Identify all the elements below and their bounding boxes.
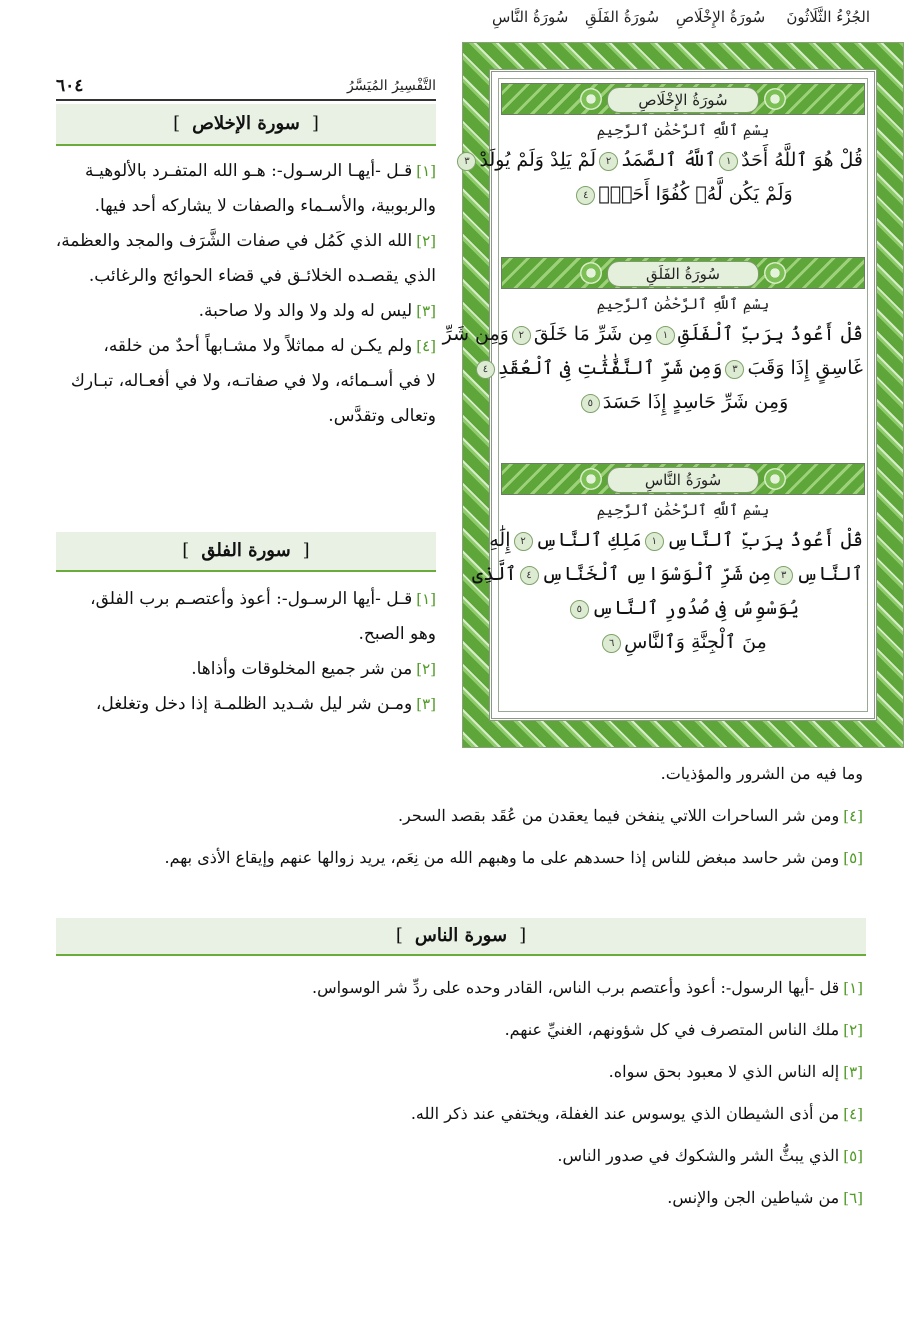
- surah-banner-ikhlas: [501, 83, 865, 115]
- verse-number-value: ٢: [422, 232, 431, 250]
- surah-name: سُورَةُ النَّاسِ: [492, 8, 569, 26]
- ayah-number-marker: ٤: [520, 566, 539, 585]
- bracket-close: ]: [843, 849, 850, 867]
- ayah-text: ٱلنَّاسِ: [796, 563, 863, 585]
- tafsir-text: قـل -أيهـا الرسـول-: هـو الله المتفـرد بالألوهيـة: [84, 161, 413, 181]
- surah-names: [480, 8, 765, 26]
- ayah-text: غَاسِقٍ إِذَا وَقَبَ: [747, 357, 863, 379]
- tafsir-text: قل -أيها الرسول-: أعوذ وأعتصم برب الناس، القادر وحده على ردِّ شر الوسواس.: [311, 978, 840, 997]
- tafsir-text: وتعالى وتقدَّس.: [328, 406, 436, 426]
- ayah-number-marker: ٢: [512, 326, 531, 345]
- verse-number: [416, 660, 436, 678]
- tafsir-line: [661, 761, 863, 787]
- ayah-line: [472, 563, 863, 585]
- ayah-text: وَمِن شَرِّ ٱلنَّفَّٰثَٰتِ فِى ٱلْعُقَدِ: [497, 357, 723, 379]
- tafsir-ikhlas: [56, 154, 436, 434]
- heading-text: سورة الفلق: [201, 540, 291, 561]
- tafsir-text: ملك الناس المتصرف في كل شؤونهم، الغنيِّ عنهم.: [504, 1020, 840, 1039]
- surah-title: سُورَةُ الإِخْلَاصِ: [607, 87, 759, 113]
- page-number: ٦٠٤: [56, 76, 84, 96]
- tafsir-line: [411, 1101, 863, 1127]
- bracket-close: ]: [843, 1147, 850, 1165]
- ayah-text: ٱلَّذِى: [472, 563, 517, 585]
- bracket-open: [: [430, 695, 436, 713]
- bracket-close: ]: [416, 695, 423, 713]
- ayah-line: [503, 183, 863, 205]
- surah-name: سُورَةُ الإِخْلَاصِ: [675, 8, 766, 26]
- tafsir-line: [398, 803, 863, 829]
- ayah-text: يُوَسْوِسُ فِى صُدُورِ ٱلنَّاسِ: [591, 597, 800, 619]
- ayah-line: [503, 597, 863, 619]
- bracket-open: [: [430, 232, 436, 250]
- bracket-open: [: [857, 1105, 863, 1123]
- ayah-number-marker: ٦: [602, 634, 621, 653]
- ayah-line: [464, 149, 863, 171]
- tafsir-text: الذي يبثُّ الشر والشكوك في صدور الناس.: [557, 1146, 840, 1165]
- bracket-open: [: [857, 849, 863, 867]
- ayah-number-marker: ٣: [725, 360, 744, 379]
- tafsir-text: لا في أسـمائه، ولا في صفاتـه، ولا في أفعـاله، تبـارك: [70, 371, 436, 391]
- verse-number: [843, 1063, 863, 1081]
- tafsir-text: ولم يكـن له مماثلاً ولا مشـابهاً أحدٌ من خلقه،: [103, 336, 413, 356]
- bracket-open: [: [857, 979, 863, 997]
- bracket-open: [: [430, 660, 436, 678]
- page-header: [56, 78, 436, 98]
- verse-number: [843, 1147, 863, 1165]
- verse-number-value: ٣: [849, 1063, 858, 1081]
- quran-ornamental-frame: [442, 42, 904, 748]
- bracket-open: [: [857, 807, 863, 825]
- bracket-open: [: [857, 1147, 863, 1165]
- ayah-text: وَمِن شَرِّ: [442, 323, 509, 345]
- tafsir-line: [56, 399, 436, 434]
- section-heading-falaq: [56, 532, 436, 572]
- bracket-close: ]: [416, 590, 423, 608]
- bracket-close: ]: [416, 337, 423, 355]
- verse-number: [843, 1105, 863, 1123]
- ayah-number-marker: ٥: [570, 600, 589, 619]
- tafsir-text: الذي يقصـده الخلائـق في قضاء الحوائج والرغائب.: [88, 266, 436, 286]
- ayah-number-marker: ٥: [581, 394, 600, 413]
- verse-number: [843, 807, 863, 825]
- verse-number: [416, 302, 436, 320]
- bracket-close: ]: [843, 1105, 850, 1123]
- tafsir-text: من شر جميع المخلوقات وأذاها.: [191, 659, 413, 679]
- tafsir-line: [505, 1017, 863, 1043]
- verse-number-value: ٢: [849, 1021, 858, 1039]
- verse-number: [416, 232, 436, 250]
- verse-number: [416, 337, 436, 355]
- ayah-line: [489, 529, 863, 551]
- ayah-number-marker: ٤: [576, 186, 595, 205]
- rosette-ornament: [580, 468, 602, 490]
- bracket-close: ]: [843, 1189, 850, 1207]
- ayah-line: [503, 631, 863, 653]
- bracket-close: ]: [416, 302, 423, 320]
- ayah-text: قُلْ أَعُوذُ بِرَبِّ ٱلنَّاسِ: [666, 529, 863, 551]
- ayah-line: [442, 323, 863, 345]
- verse-number: [416, 162, 436, 180]
- bracket-open: [: [519, 925, 527, 946]
- tafsir-line: [56, 189, 436, 224]
- verse-number-value: ١: [422, 162, 431, 180]
- bracket-close: ]: [416, 660, 423, 678]
- section-heading-nas: [56, 918, 866, 956]
- bracket-close: ]: [395, 925, 403, 946]
- ayah-text: مَلِكِ ٱلنَّاسِ: [535, 529, 642, 551]
- ayah-number-marker: ٢: [599, 152, 618, 171]
- basmala: بِسْمِ ٱللَّهِ ٱلرَّحْمَٰنِ ٱلرَّحِيمِ: [596, 121, 770, 139]
- tafsir-text: قـل -أيها الرسـول-: أعوذ وأعتصـم برب الفلق،: [90, 589, 413, 609]
- rosette-ornament: [764, 468, 786, 490]
- bracket-close: ]: [843, 1063, 850, 1081]
- tafsir-line: [56, 154, 436, 189]
- surah-title: سُورَةُ النَّاسِ: [607, 467, 759, 493]
- tafsir-line: [165, 845, 863, 871]
- verse-number-value: ٥: [849, 849, 858, 867]
- tafsir-text: إله الناس الذي لا معبود بحق سواه.: [608, 1062, 840, 1081]
- verse-number-value: ٥: [849, 1147, 858, 1165]
- verse-number-value: ٤: [849, 1105, 858, 1123]
- ayah-number-marker: ٢: [514, 532, 533, 551]
- tafsir-line: [56, 652, 436, 687]
- tafsir-line: [56, 329, 436, 364]
- rosette-ornament: [580, 262, 602, 284]
- bracket-open: [: [430, 590, 436, 608]
- rosette-ornament: [580, 88, 602, 110]
- heading-text: سورة الناس: [414, 925, 508, 946]
- bracket-open: [: [857, 1063, 863, 1081]
- ayah-text: وَلَمْ يَكُن لَّهُۥ كُفُوًا أَحَدٌۢ: [598, 183, 793, 205]
- tafsir-line: [667, 1185, 863, 1211]
- tafsir-text: الله الذي كَمُل في صفات الشَّرَف والمجد والعظمة،: [55, 231, 413, 251]
- ayah-number-marker: ١: [645, 532, 664, 551]
- ayah-text: مِنَ ٱلْجِنَّةِ وَٱلنَّاسِ: [624, 631, 767, 653]
- tafsir-text: وهو الصبح.: [358, 624, 436, 644]
- surah-title: سُورَةُ الفَلَقِ: [607, 261, 759, 287]
- ayah-number-marker: ٣: [774, 566, 793, 585]
- surah-name: سُورَةُ الفَلَقِ: [585, 8, 660, 26]
- surah-banner-falaq: [501, 257, 865, 289]
- verse-number: [843, 849, 863, 867]
- surah-banner-nas: [501, 463, 865, 495]
- tafsir-line: [56, 294, 436, 329]
- bracket-open: [: [302, 540, 310, 561]
- bracket-open: [: [430, 162, 436, 180]
- tafsir-line: [56, 364, 436, 399]
- tafsir-falaq: [56, 582, 436, 722]
- basmala: بِسْمِ ٱللَّهِ ٱلرَّحْمَٰنِ ٱلرَّحِيمِ: [596, 295, 770, 313]
- ayah-line: [482, 357, 863, 379]
- tafsir-line: [56, 259, 436, 294]
- ayah-number-marker: ١: [656, 326, 675, 345]
- heading-text: سورة الإخلاص: [192, 113, 300, 134]
- ayah-text: ٱللَّهُ ٱلصَّمَدُ: [621, 149, 717, 171]
- verse-number-value: ٣: [422, 302, 431, 320]
- bracket-close: ]: [416, 232, 423, 250]
- ayah-number-marker: ٤: [476, 360, 495, 379]
- verse-number-value: ١: [849, 979, 858, 997]
- juz-label: الجُزْءُ الثَّلَاثُونَ: [786, 8, 870, 26]
- bracket-open: [: [311, 113, 319, 134]
- ayah-text: مِن شَرِّ مَا خَلَقَ: [533, 323, 653, 345]
- verse-number: [416, 695, 436, 713]
- verse-number-value: ٦: [849, 1189, 858, 1207]
- ayah-text: لَمْ يَلِدْ وَلَمْ يُولَدْ: [479, 149, 597, 171]
- bracket-close: ]: [843, 1021, 850, 1039]
- tafsir-line: [557, 1143, 863, 1169]
- tafsir-text: والربوبية، والأسـماء والصفات لا يشاركه أحد فيها.: [94, 196, 436, 216]
- section-heading-ikhlas: [56, 104, 436, 146]
- bracket-close: ]: [173, 113, 181, 134]
- basmala: بِسْمِ ٱللَّهِ ٱلرَّحْمَٰنِ ٱلرَّحِيمِ: [596, 501, 770, 519]
- bracket-open: [: [857, 1189, 863, 1207]
- verse-number-value: ٤: [422, 337, 431, 355]
- bracket-open: [: [430, 302, 436, 320]
- verse-number: [843, 979, 863, 997]
- ayah-text: إِلَٰهِ: [489, 529, 511, 551]
- bracket-open: [: [857, 1021, 863, 1039]
- ayah-text: وَمِن شَرِّ حَاسِدٍ إِذَا حَسَدَ: [602, 391, 789, 413]
- header-rule: [56, 99, 436, 101]
- tafsir-text: ومن شر الساحرات اللاتي ينفخن فيما يعقدن من عُقَد بقصد السحر.: [397, 806, 840, 825]
- frame-inner: [442, 69, 877, 721]
- ayah-number-marker: ٣: [457, 152, 476, 171]
- bracket-close: ]: [843, 807, 850, 825]
- tafsir-line: [56, 617, 436, 652]
- tafsir-text: من شياطين الجن والإنس.: [667, 1188, 840, 1207]
- tafsir-text: من أذى الشيطان الذي يوسوس عند الغفلة، ويختفي عند ذكر الله.: [410, 1104, 840, 1123]
- bracket-close: ]: [182, 540, 190, 561]
- tafsir-text: ليس له ولد ولا والد ولا صاحبة.: [198, 301, 413, 321]
- verse-number: [843, 1021, 863, 1039]
- ayah-text: مِن شَرِّ ٱلْوَسْوَاسِ ٱلْخَنَّاسِ: [541, 563, 772, 585]
- verse-number-value: ٢: [422, 660, 431, 678]
- tafsir-line: [56, 687, 436, 722]
- ayah-line: [503, 391, 863, 413]
- tafsir-line: [56, 582, 436, 617]
- tafsir-text: وما فيه من الشرور والمؤذيات.: [660, 764, 863, 783]
- bracket-open: [: [430, 337, 436, 355]
- tafsir-line: [609, 1059, 863, 1085]
- verse-number-value: ٣: [422, 695, 431, 713]
- verse-number-value: ١: [422, 590, 431, 608]
- tafsir-line: [312, 975, 863, 1001]
- verse-number: [416, 590, 436, 608]
- running-header: [480, 4, 870, 34]
- verse-number-value: ٤: [849, 807, 858, 825]
- bracket-close: ]: [843, 979, 850, 997]
- ayah-text: قُلْ أَعُوذُ بِرَبِّ ٱلْفَلَقِ: [677, 323, 863, 345]
- ayah-number-marker: ١: [719, 152, 738, 171]
- book-title: التَّفْسِيرُ المُيَسَّرُ: [346, 78, 436, 94]
- verse-number: [843, 1189, 863, 1207]
- tafsir-line: [56, 224, 436, 259]
- tafsir-text: ومـن شر ليل شـديد الظلمـة إذا دخل وتغلغل،: [95, 694, 413, 714]
- bracket-close: ]: [416, 162, 423, 180]
- quran-text-area: [442, 78, 868, 712]
- rosette-ornament: [764, 88, 786, 110]
- tafsir-text: ومن شر حاسد مبغض للناس إذا حسدهم على ما وهبهم الله من نِعَم، يريد زوالها عنهم وإيقاع الأذى بهم.: [164, 848, 840, 867]
- rosette-ornament: [764, 262, 786, 284]
- ayah-text: قُلْ هُوَ ٱللَّهُ أَحَدٌ: [741, 149, 863, 171]
